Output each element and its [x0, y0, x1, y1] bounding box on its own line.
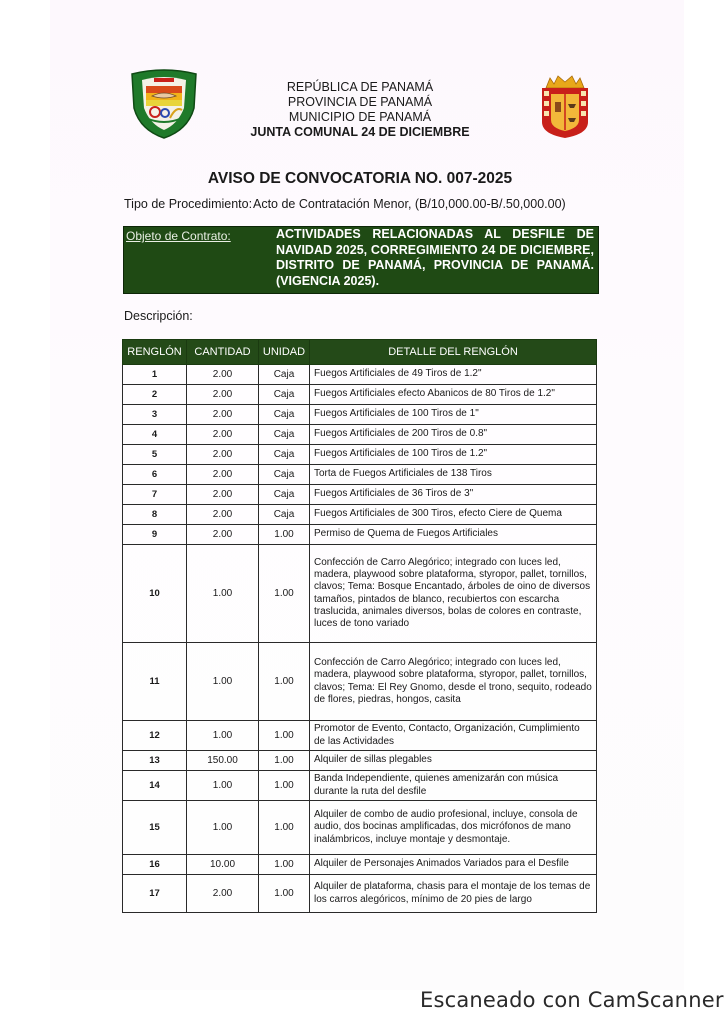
cell-renglon: 14 [123, 771, 187, 801]
procedure-value: Acto de Contratación Menor, (B/10,000.00-B/.50,000.00) [253, 197, 566, 211]
items-table [122, 339, 597, 913]
contract-object-label: Objeto de Contrato: [126, 229, 231, 243]
cell-cantidad: 2.00 [187, 465, 259, 485]
cell-cantidad: 1.00 [187, 801, 259, 855]
cell-unidad: 1.00 [259, 855, 310, 875]
table-row [123, 751, 597, 771]
cell-detalle: Fuegos Artificiales efecto Abanicos de 80 Tiros de 1.2" [310, 385, 597, 405]
cell-cantidad: 2.00 [187, 385, 259, 405]
cell-detalle: Alquiler de plataforma, chasis para el montaje de los temas de los carros alegóricos, mínimo de 20 pies de largo [310, 875, 597, 913]
table-row [123, 875, 597, 913]
cell-detalle: Fuegos Artificiales de 100 Tiros de 1" [310, 405, 597, 425]
cell-unidad: 1.00 [259, 545, 310, 643]
table-row [123, 485, 597, 505]
table-row [123, 855, 597, 875]
cell-detalle: Promotor de Evento, Contacto, Organización, Cumplimiento de las Actividades [310, 721, 597, 751]
cell-renglon: 7 [123, 485, 187, 505]
cell-detalle: Torta de Fuegos Artificiales de 138 Tiros [310, 465, 597, 485]
header-province: PROVINCIA DE PANAMÁ [287, 95, 433, 109]
cell-unidad: Caja [259, 405, 310, 425]
table-header-row [123, 340, 597, 365]
cell-renglon: 13 [123, 751, 187, 771]
cell-unidad: Caja [259, 465, 310, 485]
cell-unidad: 1.00 [259, 525, 310, 545]
cell-cantidad: 150.00 [187, 751, 259, 771]
table-body [123, 365, 597, 913]
notice-title: AVISO DE CONVOCATORIA NO. 007-2025 [207, 170, 513, 187]
cell-cantidad: 1.00 [187, 643, 259, 721]
cell-detalle: Fuegos Artificiales de 300 Tiros, efecto Ciere de Quema [310, 505, 597, 525]
table-row [123, 385, 597, 405]
cell-unidad: Caja [259, 445, 310, 465]
table-row [123, 721, 597, 751]
cell-unidad: Caja [259, 425, 310, 445]
cell-cantidad: 2.00 [187, 425, 259, 445]
header-republic: REPÚBLICA DE PANAMÁ [286, 80, 434, 94]
description-label: Descripción: [124, 309, 193, 323]
cell-detalle: Fuegos Artificiales de 36 Tiros de 3" [310, 485, 597, 505]
cell-unidad: 1.00 [259, 771, 310, 801]
cell-renglon: 1 [123, 365, 187, 385]
table-row [123, 365, 597, 385]
cell-unidad: 1.00 [259, 875, 310, 913]
cell-cantidad: 2.00 [187, 365, 259, 385]
cell-unidad: 1.00 [259, 801, 310, 855]
cell-renglon: 3 [123, 405, 187, 425]
header-cantidad: CANTIDAD [187, 340, 259, 365]
cell-cantidad: 2.00 [187, 875, 259, 913]
table-row [123, 525, 597, 545]
cell-cantidad: 2.00 [187, 485, 259, 505]
cell-unidad: Caja [259, 365, 310, 385]
cell-cantidad: 1.00 [187, 771, 259, 801]
cell-renglon: 16 [123, 855, 187, 875]
cell-renglon: 2 [123, 385, 187, 405]
cell-cantidad: 2.00 [187, 405, 259, 425]
cell-renglon: 9 [123, 525, 187, 545]
cell-unidad: Caja [259, 385, 310, 405]
cell-cantidad: 1.00 [187, 721, 259, 751]
cell-detalle: Banda Independiente, quienes amenizarán con música durante la ruta del desfile [310, 771, 597, 801]
cell-unidad: 1.00 [259, 751, 310, 771]
table-row [123, 505, 597, 525]
cell-detalle: Fuegos Artificiales de 100 Tiros de 1.2" [310, 445, 597, 465]
contract-object-box [123, 226, 599, 294]
header-renglon: RENGLÓN [123, 340, 187, 365]
cell-renglon: 8 [123, 505, 187, 525]
cell-cantidad: 2.00 [187, 445, 259, 465]
document-header [230, 80, 490, 140]
cell-renglon: 12 [123, 721, 187, 751]
cell-detalle: Fuegos Artificiales de 49 Tiros de 1.2" [310, 365, 597, 385]
cell-detalle: Confección de Carro Alegórico; integrado con luces led, madera, playwood sobre plataforma, styropor, pallet, tornillos, clavos; Tema: El Rey Gnomo, desde el trono, sequito, rodeado de flores, piedras, hongos, casita [310, 643, 597, 721]
table-row [123, 465, 597, 485]
procedure-label: Tipo de Procedimiento: [124, 197, 253, 211]
cell-renglon: 15 [123, 801, 187, 855]
cell-unidad: 1.00 [259, 643, 310, 721]
table-row [123, 425, 597, 445]
camscanner-watermark: Escaneado con CamScanner [420, 988, 724, 1012]
header-entity: JUNTA COMUNAL 24 DE DICIEMBRE [250, 125, 470, 139]
cell-cantidad: 1.00 [187, 545, 259, 643]
table-row [123, 405, 597, 425]
cell-detalle: Fuegos Artificiales de 200 Tiros de 0.8" [310, 425, 597, 445]
cell-cantidad: 2.00 [187, 525, 259, 545]
cell-renglon: 10 [123, 545, 187, 643]
cell-unidad: Caja [259, 505, 310, 525]
header-unidad: UNIDAD [259, 340, 310, 365]
cell-detalle: Alquiler de Personajes Animados Variados para el Desfile [310, 855, 597, 875]
cell-renglon: 4 [123, 425, 187, 445]
header-municipality: MUNICIPIO DE PANAMÁ [288, 110, 432, 124]
municipio-panama-coat-of-arms-icon [540, 74, 590, 140]
contract-object-value: ACTIVIDADES RELACIONADAS AL DESFILE DE NAVIDAD 2025, CORREGIMIENTO 24 DE DICIEMBRE, DISTRITO DE PANAMÁ, PROVINCIA DE PANAMÁ. (VIGENCIA 2025). [276, 227, 594, 288]
cell-cantidad: 10.00 [187, 855, 259, 875]
cell-cantidad: 2.00 [187, 505, 259, 525]
header-detalle: DETALLE DEL RENGLÓN [310, 340, 597, 365]
cell-unidad: Caja [259, 485, 310, 505]
cell-detalle: Alquiler de sillas plegables [310, 751, 597, 771]
table-row [123, 801, 597, 855]
table-row [123, 771, 597, 801]
table-row [123, 643, 597, 721]
cell-renglon: 5 [123, 445, 187, 465]
cell-renglon: 17 [123, 875, 187, 913]
cell-detalle: Permiso de Quema de Fuegos Artificiales [310, 525, 597, 545]
cell-detalle: Alquiler de combo de audio profesional, incluye, consola de audio, dos bocinas amplificadas, dos micrófonos de mano inalámbricos, incluye montaje y desmontaje. [310, 801, 597, 855]
cell-renglon: 6 [123, 465, 187, 485]
cell-unidad: 1.00 [259, 721, 310, 751]
cell-renglon: 11 [123, 643, 187, 721]
junta-comunal-shield-icon [128, 68, 200, 140]
table-row [123, 445, 597, 465]
table-row [123, 545, 597, 643]
cell-detalle: Confección de Carro Alegórico; integrado con luces led, madera, playwood sobre plataforma, styropor, pallet, tornillos, clavos; Tema: Bosque Encantado, árboles de oino de diversos tamaños, pintados de blanco, recubiertos con escarcha traslucida, animales diversos, bolas de colores en contraste, luces de tono variado [310, 545, 597, 643]
